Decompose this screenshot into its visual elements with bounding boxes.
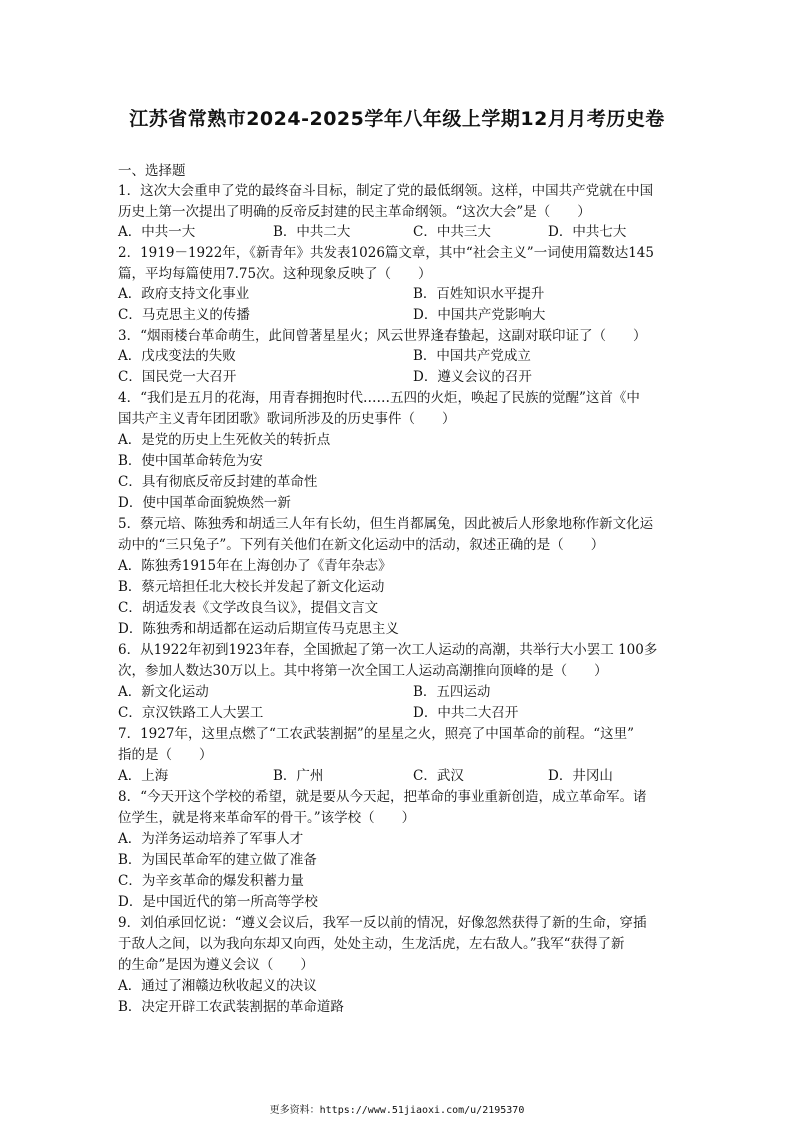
question-7-stem-line: 7．1927年，这里点燃了“工农武装割据”的星星之火，照亮了中国革命的前程。“这里”: [118, 726, 635, 742]
question-6-stem-line: 次，参加人数达30万以上。其中将第一次全国工人运动高潮推向顶峰的是（ ）: [118, 663, 608, 679]
question-3-option-b: B．中国共产党成立: [413, 348, 531, 364]
question-2-option-d: D．中国共产党影响大: [413, 307, 546, 323]
question-5-option-d: D．陈独秀和胡适都在运动后期宣传马克思主义: [118, 621, 399, 637]
question-1-stem-line: 历史上第一次提出了明确的反帝反封建的民主革命纲领。“这次大会”是（ ）: [118, 204, 591, 220]
question-3-option-c: C．国民党一大召开: [118, 369, 237, 385]
question-9-stem-line: 于敌人之间，以为我向东却又向西，处处主动，生龙活虎，左右敌人。”我军“获得了新: [118, 936, 625, 952]
question-1-option-c: C．中共三大: [413, 224, 491, 240]
question-4-stem-line: 4．“我们是五月的花海，用青春拥抱时代……五四的火炬，唤起了民族的觉醒”这首《中: [118, 390, 640, 406]
question-2-option-a: A．政府支持文化事业: [118, 286, 250, 302]
question-1-option-a: A．中共一大: [118, 224, 196, 240]
question-4-option-a: A．是党的历史上生死攸关的转折点: [118, 432, 331, 448]
question-5-option-b: B．蔡元培担任北大校长并发起了新文化运动: [118, 579, 385, 595]
question-6-option-a: A．新文化运动: [118, 684, 209, 700]
question-8-stem-line: 位学生，就是将来革命军的骨干。”该学校（ ）: [118, 810, 416, 826]
question-3-stem-line: 3．“烟雨楼台革命萌生，此间曾著星星火；风云世界逢春蛰起，这副对联印证了（ ）: [118, 328, 647, 344]
question-6-option-d: D．中共二大召开: [413, 705, 519, 721]
footer-link[interactable]: 更多资料：https://www.51jiaoxi.com/u/2195370: [269, 1105, 525, 1116]
question-6-stem-line: 6．从1922年初到1923年春，全国掀起了第一次工人运动的高潮，共举行大小罢工 100多: [118, 642, 658, 658]
question-7-option-c: C．武汉: [413, 768, 464, 784]
question-2-option-b: B．百姓知识水平提升: [413, 286, 545, 302]
question-5-option-c: C．胡适发表《文学改良刍议》，提倡文言文: [118, 600, 379, 616]
question-9-stem-line: 的生命”是因为遵义会议（ ）: [118, 957, 314, 973]
question-2-stem-line: 2．1919－1922年，《新青年》共发表1026篇文章，其中“社会主义”一词使用篇数达145: [118, 245, 654, 261]
question-9-option-a: A．通过了湘赣边秋收起义的决议: [118, 978, 317, 994]
question-8-option-b: B．为国民革命军的建立做了准备: [118, 852, 317, 868]
question-4-option-d: D．使中国革命面貌焕然一新: [118, 495, 291, 511]
question-9-option-b: B．决定开辟工农武装割据的革命道路: [118, 999, 344, 1015]
question-5-stem-line: 5．蔡元培、陈独秀和胡适三人年有长幼，但生肖都属兔，因此被后人形象地称作新文化运: [118, 516, 654, 532]
question-6-option-b: B．五四运动: [413, 684, 491, 700]
question-8-option-c: C．为辛亥革命的爆发积蓄力量: [118, 873, 304, 889]
question-4-option-c: C．具有彻底反帝反封建的革命性: [118, 474, 318, 490]
question-8-option-a: A．为洋务运动培养了军事人才: [118, 831, 304, 847]
question-5-option-a: A．陈独秀1915年在上海创办了《青年杂志》: [118, 558, 392, 574]
question-3-option-d: D．遵义会议的召开: [413, 369, 532, 385]
question-7-option-d: D．井冈山: [548, 768, 613, 784]
question-6-option-c: C．京汉铁路工人大罢工: [118, 705, 264, 721]
question-4-option-b: B．使中国革命转危为安: [118, 453, 263, 469]
question-2-stem-line: 篇，平均每篇使用7.75次。这种现象反映了（ ）: [118, 266, 432, 282]
question-1-option-b: B．中共二大: [273, 224, 351, 240]
page-title: 江苏省常熟市2024-2025学年八年级上学期12月月考历史卷: [129, 108, 665, 130]
question-1-stem-line: 1．这次大会重申了党的最终奋斗目标，制定了党的最低纲领。这样，中国共产党就在中国: [118, 183, 654, 199]
question-7-option-a: A．上海: [118, 768, 169, 784]
question-7-stem-line: 指的是（ ）: [118, 747, 213, 763]
question-5-stem-line: 动中的“三只兔子”。下列有关他们在新文化运动中的活动，叙述正确的是（ ）: [118, 537, 605, 553]
question-2-option-c: C．马克思主义的传播: [118, 307, 250, 323]
question-8-stem-line: 8．“今天开这个学校的希望，就是要从今天起，把革命的事业重新创造，成立革命军。诸: [118, 789, 647, 805]
question-7-option-b: B．广州: [273, 768, 324, 784]
question-4-stem-line: 国共产主义青年团团歌》歌词所涉及的历史事件（ ）: [118, 411, 456, 427]
question-8-option-d: D．是中国近代的第一所高等学校: [118, 894, 318, 910]
question-1-option-d: D．中共七大: [548, 224, 627, 240]
section-heading: 一、选择题: [118, 163, 186, 179]
question-3-option-a: A．戊戌变法的失败: [118, 348, 236, 364]
question-9-stem-line: 9．刘伯承回忆说：“遵义会议后，我军一反以前的情况，好像忽然获得了新的生命，穿插: [118, 915, 647, 931]
